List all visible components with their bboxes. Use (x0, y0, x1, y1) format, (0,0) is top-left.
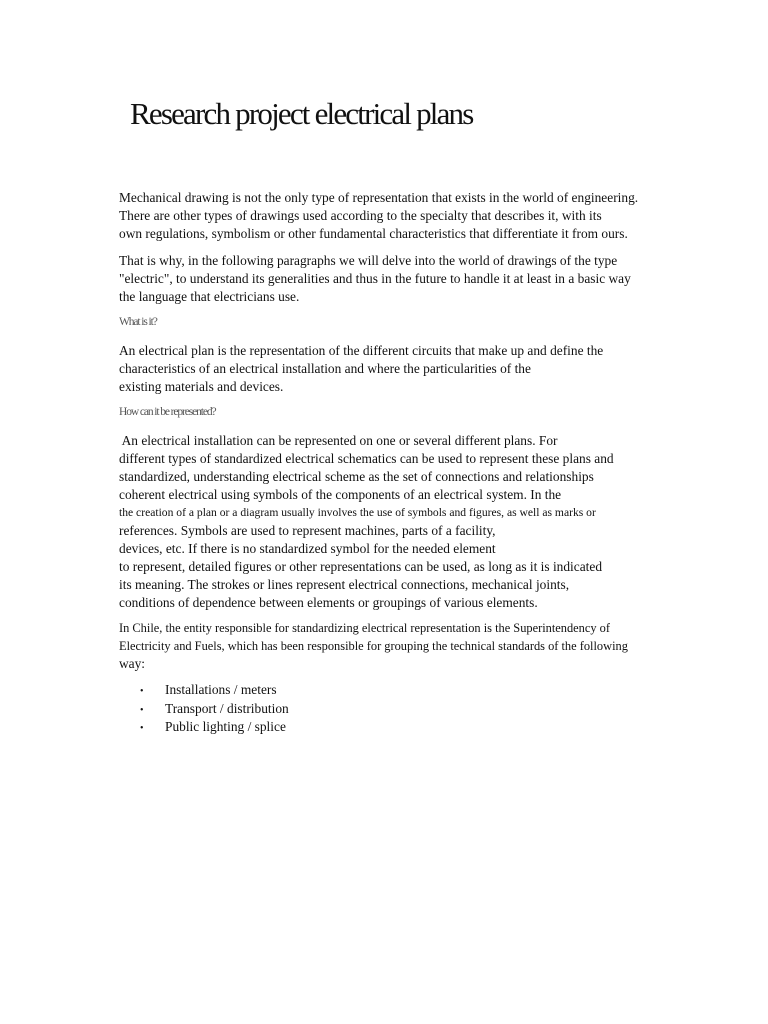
text-line: conditions of dependence between elements or groupings of various elements. (119, 595, 538, 610)
list-item (140, 718, 289, 737)
subheading-what-is-it: What is it? (119, 316, 157, 328)
text-line: to represent, detailed figures or other representations can be used, as long as it is indicated (119, 559, 603, 574)
text-line: Electricity and Fuels, which has been responsible for grouping the technical standards of the following (119, 639, 628, 653)
bullet-icon: • (140, 704, 144, 716)
document-title: Research project electrical plans (130, 96, 473, 131)
text-line: An electrical installation can be represented on one or several different plans. For (119, 433, 558, 448)
list-item-label: Public lighting / splice (165, 719, 286, 734)
definition-paragraph (119, 342, 679, 396)
text-line: That is why, in the following paragraphs we will delve into the world of drawings of the type (119, 253, 618, 268)
text-line: standardized, understanding electrical scheme as the set of connections and relationships (119, 469, 594, 484)
text-line: An electrical plan is the representation of the different circuits that make up and define the (119, 343, 604, 358)
text-line: references. Symbols are used to represent machines, parts of a facility, (119, 523, 496, 538)
list-item-label: Installations / meters (165, 682, 277, 697)
text-line: its meaning. The strokes or lines represent electrical connections, mechanical joints, (119, 577, 570, 592)
text-line: "electric", to understand its generalities and thus in the future to handle it at least in a basic way (119, 271, 631, 286)
text-line: Mechanical drawing is not the only type of representation that exists in the world of engineering. (119, 190, 639, 205)
list-item-label: Transport / distribution (165, 700, 289, 716)
text-line: There are other types of drawings used according to the specialty that describes it, with its (119, 208, 602, 223)
text-line: different types of standardized electrical schematics can be used to represent these plans and (119, 451, 614, 466)
subheading-how-represented: How can it be represented? (119, 406, 216, 418)
text-line: existing materials and devices. (119, 379, 284, 394)
chile-paragraph (119, 619, 679, 673)
text-line: the creation of a plan or a diagram usually involves the use of symbols and figures, as well as marks or (119, 506, 596, 519)
intro-paragraph (119, 189, 679, 243)
standards-list (140, 681, 289, 737)
text-line: In Chile, the entity responsible for standardizing electrical representation is the Superintendency of (119, 621, 610, 635)
representation-paragraph (119, 432, 679, 612)
text-line: characteristics of an electrical installation and where the particularities of the (119, 361, 531, 376)
text-line: own regulations, symbolism or other fundamental characteristics that differentiate it from ours. (119, 226, 628, 241)
text-line: devices, etc. If there is no standardized symbol for the needed element (119, 541, 496, 556)
text-line: the language that electricians use. (119, 289, 300, 304)
text-line: way: (119, 656, 146, 671)
list-item (140, 681, 289, 700)
list-item (140, 700, 289, 719)
second-paragraph (119, 252, 679, 306)
bullet-icon: • (140, 723, 144, 734)
bullet-icon: • (140, 686, 144, 697)
text-line: coherent electrical using symbols of the components of an electrical system. In the (119, 487, 562, 502)
